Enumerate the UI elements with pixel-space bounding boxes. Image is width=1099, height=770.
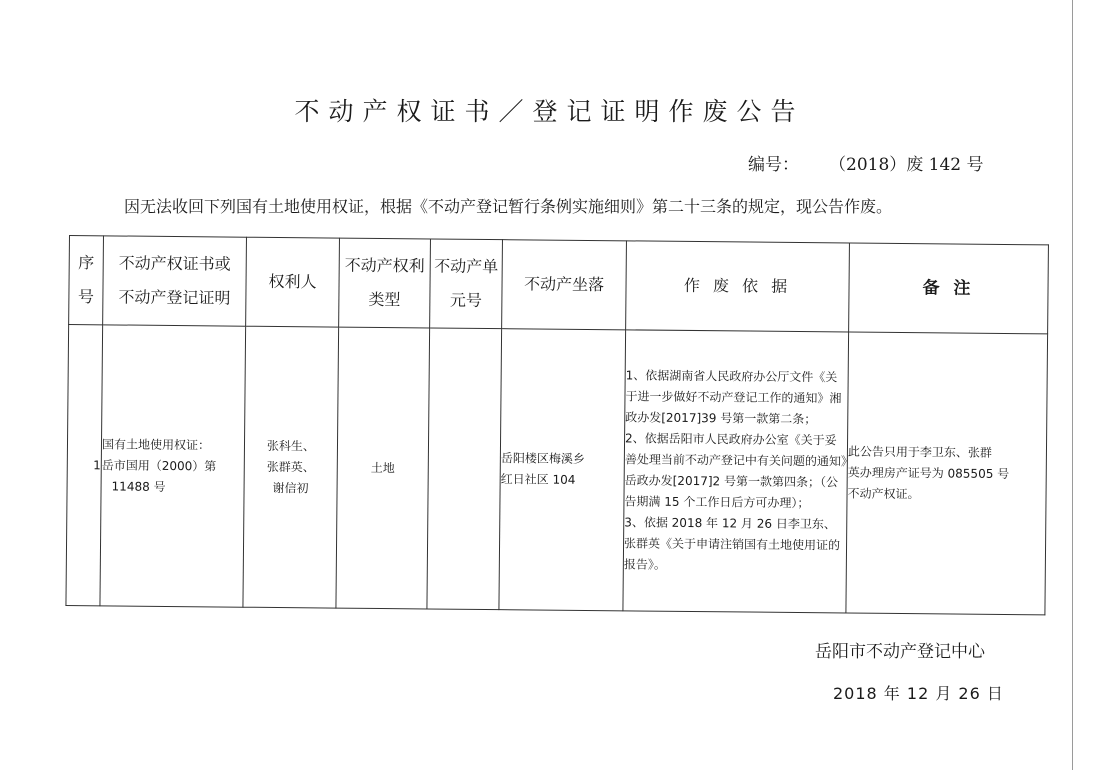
cell-remark-line3: 不动产权证。	[847, 485, 920, 501]
void-certificates-table	[65, 235, 1049, 615]
header-certificate-line2: 不动产登记证明	[118, 287, 231, 308]
scan-edge-line	[1072, 0, 1073, 770]
document-number-value: （2018）废 142 号	[829, 155, 984, 175]
table-header-row	[69, 236, 1049, 334]
intro-paragraph: 因无法收回下列国有土地使用权证，根据《不动产登记暂行条例实施细则》第二十三条的规定，现公告作废。	[124, 197, 893, 216]
cell-owner-line3: 谢信初	[272, 480, 309, 495]
header-right-type	[339, 238, 431, 328]
basis-item-2: 2、依据岳阳市人民政府办公室《关于妥善处理当前不动产登记中有关问题的通知》岳政办发[2017]2 号第一款第四条；（公告期满 15 个工作日后方可办理）；	[624, 431, 847, 511]
issuing-organization: 岳阳市不动产登记中心	[815, 642, 985, 662]
header-seq	[69, 236, 104, 325]
basis-item-1: 1、依据湖南省人民政府办公厅文件《关于进一步做好不动产登记工作的通知》湘政办发[2017]39 号第一款第二条；	[625, 368, 842, 427]
cell-seq: 1	[66, 325, 103, 606]
header-seq-line2: 号	[77, 287, 94, 307]
cell-remark-line1: 此公告只用于李卫东、张群	[847, 443, 993, 460]
cell-unit-number	[427, 328, 502, 610]
table-row	[66, 325, 1048, 615]
cell-certificate	[100, 325, 246, 607]
cell-certificate-line3: 11488 号	[111, 478, 166, 494]
header-unit-number-line1: 不动产单	[434, 256, 499, 277]
cell-remark	[846, 332, 1048, 615]
basis-item-3: 3、依据 2018 年 12 月 26 日李卫东、张群英《关于申请注销国有土地使用证的报告》。	[623, 515, 841, 572]
cell-owner-line1: 张科生、	[266, 438, 316, 453]
header-unit-number-line2: 元号	[449, 290, 482, 310]
cell-remark-line2: 英办理房产证号为 085505 号	[847, 464, 1010, 481]
header-seq-line1: 序	[78, 253, 95, 273]
cell-owner-line2: 张群英、	[266, 459, 315, 474]
header-owner: 权利人	[246, 237, 340, 327]
cell-location-line2: 红日社区 104	[500, 472, 576, 487]
notice-title: 不动产权证书／登记证明作废公告	[294, 97, 805, 126]
cell-right-type: 土地	[336, 327, 430, 609]
header-certificate-line1: 不动产权证书或	[118, 253, 231, 274]
cell-certificate-line2: 岳市国用（2000）第	[101, 457, 217, 473]
cell-void-basis	[623, 330, 849, 613]
cell-owner	[243, 326, 339, 608]
header-void-basis: 作 废 依 据	[626, 241, 850, 332]
header-right-type-line2: 类型	[368, 289, 401, 310]
cell-location-line1: 岳阳楼区梅溪乡	[500, 451, 585, 466]
cell-certificate-line1: 国有土地使用权证：	[101, 436, 211, 452]
header-location: 不动产坐落	[502, 240, 627, 330]
document-number	[748, 150, 984, 175]
document-number-label: 编号：	[748, 155, 799, 175]
header-remark: 备 注	[849, 243, 1049, 334]
header-unit-number	[430, 239, 503, 329]
header-certificate	[103, 236, 247, 326]
header-right-type-line1: 不动产权利	[344, 255, 425, 276]
issue-date: 2018 年 12 月 26 日	[833, 684, 1004, 703]
cell-location	[499, 329, 626, 611]
